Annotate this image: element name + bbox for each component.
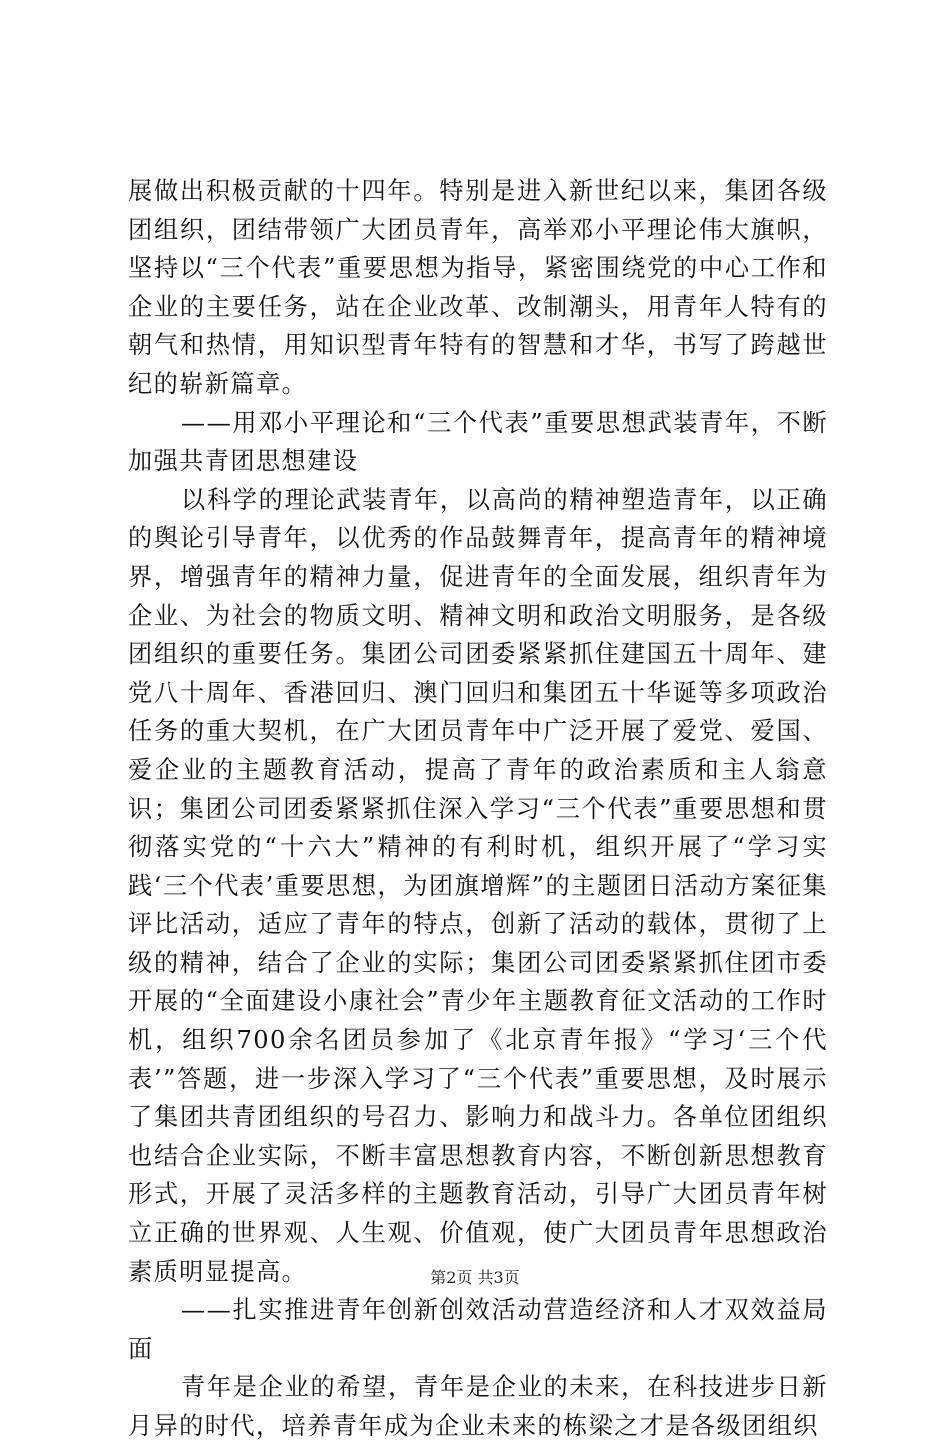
section-heading-ideology: ——用邓小平理论和“三个代表”重要思想武装青年，不断加强共青团思想建设 [128, 408, 828, 476]
paragraph-innovation: 青年是企业的希望，青年是企业的未来，在科技进步日新月异的时代，培养青年成为企业未来的栋梁之才是各级团组织 [128, 1373, 828, 1440]
paragraph-continuation: 展做出积极贡献的十四年。特别是进入新世纪以来，集团各级团组织，团结带领广大团员青年，高举邓小平理论伟大旗帜，坚持以“三个代表”重要思想为指导，紧密围绕党的中心工作和企业的主要任务，站在企业改革、改制潮头，用青年人特有的朝气和热情，用知识型青年特有的智慧和才华，书写了跨越世纪的崭新篇章。 [128, 177, 828, 398]
document-body [128, 172, 828, 1446]
page-footer: 第2页 共3页 [430, 1268, 520, 1287]
paragraph-ideology: 以科学的理论武装青年，以高尚的精神塑造青年，以正确的舆论引导青年，以优秀的作品鼓舞青年，提高青年的精神境界，增强青年的精神力量，促进青年的全面发展，组织青年为企业、为社会的物质文明、精神文明和政治文明服务，是各级团组织的重要任务。集团公司团委紧紧抓住建国五十周年、建党八十周年、香港回归、澳门回归和集团五十华诞等多项政治任务的重大契机，在广大团员青年中广泛开展了爱党、爱国、爱企业的主题教育活动，提高了青年的政治素质和主人翁意识；集团公司团委紧紧抓住深入学习“三个代表”重要思想和贯彻落实党的“十六大”精神的有利时机，组织开展了“学习实践‘三个代表’重要思想，为团旗增辉”的主题团日活动方案征集评比活动，适应了青年的特点，创新了活动的载体，贯彻了上级的精神，结合了企业的实际；集团公司团委紧紧抓住团市委开展的“全面建设小康社会”青少年主题教育征文活动的工作时机，组织700余名团员参加了《北京青年报》“学习‘三个代表’”答题，进一步深入学习了“三个代表”重要思想，及时展示了集团共青团组织的号召力、影响力和战斗力。各单位团组织也结合企业实际，不断丰富思想教育内容，不断创新思想教育形式，开展了灵活多样的主题教育活动，引导广大团员青年树立正确的世界观、人生观、价值观，使广大团员青年思想政治素质明显提高。 [128, 485, 828, 1286]
section-heading-innovation: ——扎实推进青年创新创效活动营造经济和人才双效益局面 [128, 1296, 828, 1363]
